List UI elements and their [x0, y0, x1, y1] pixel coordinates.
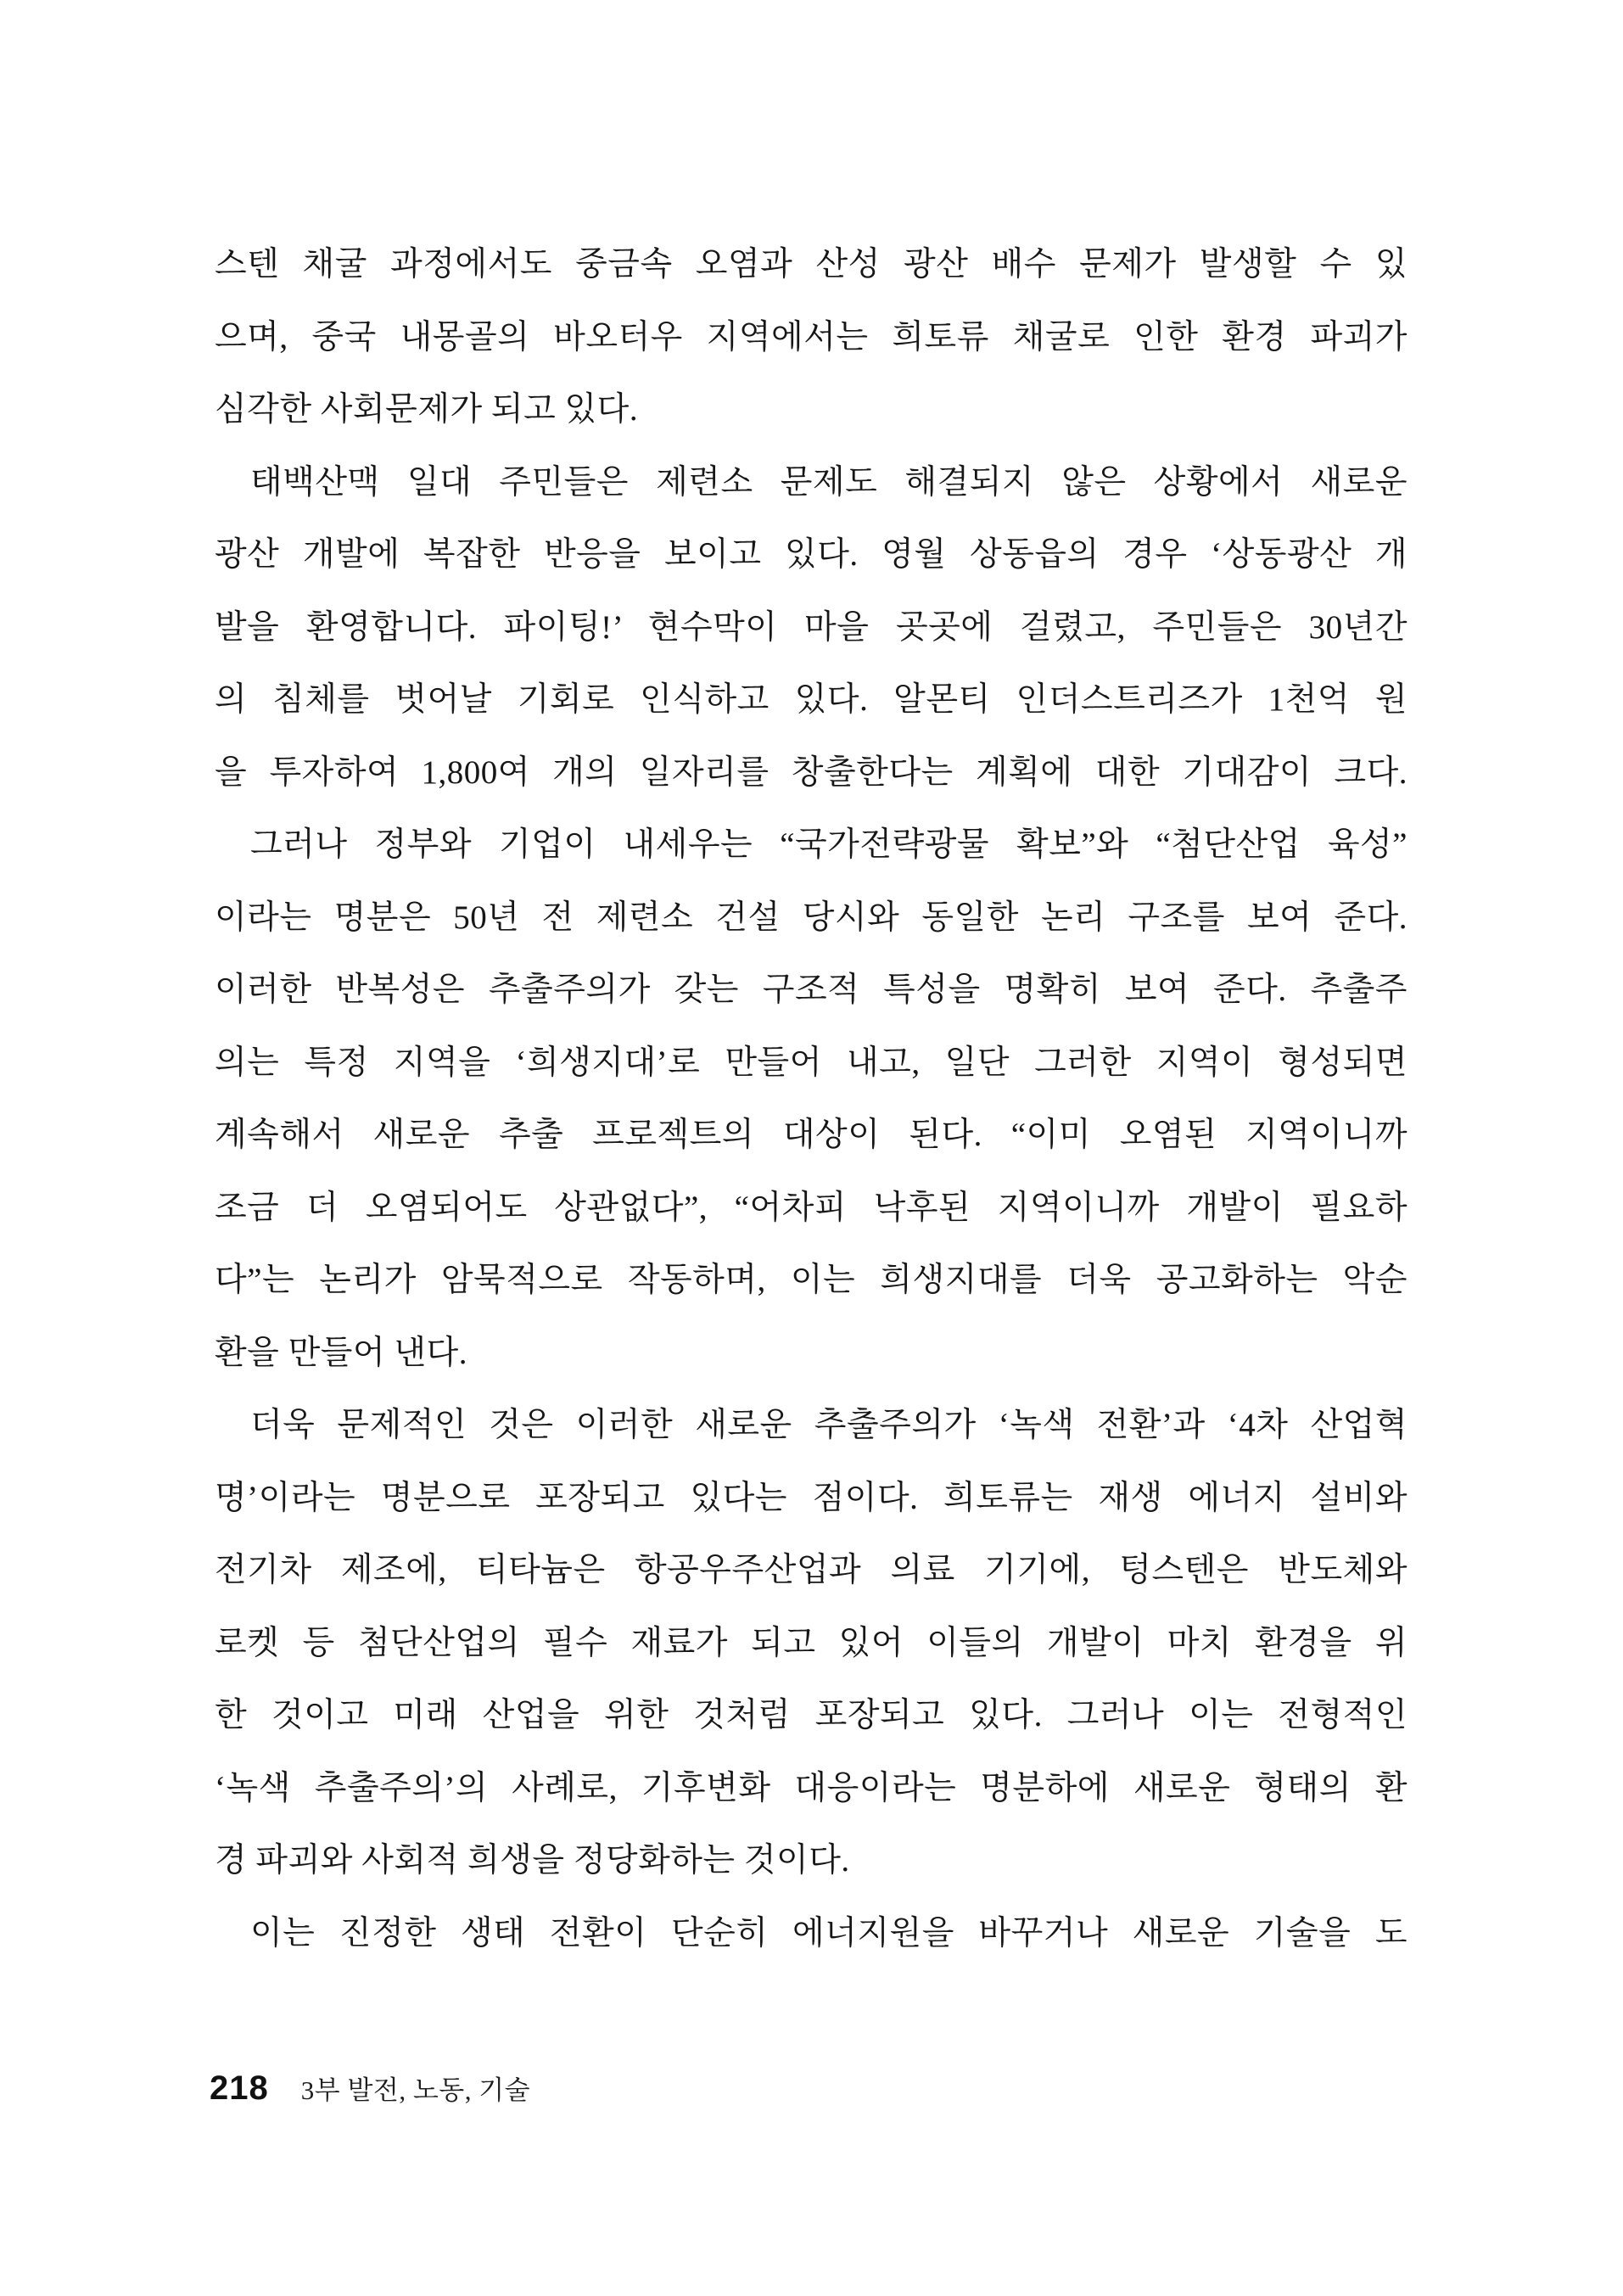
paragraph — [215, 228, 1408, 446]
text-line: 태백산맥 일대 주민들은 제련소 문제도 해결되지 않은 상황에서 새로운 — [250, 463, 1408, 501]
text-line: 경 파괴와 사회적 희생을 정당화하는 것이다. — [215, 1842, 850, 1879]
text-line: 이러한 반복성은 추출주의가 갖는 구조적 특성을 명확히 보여 준다. 추출주 — [215, 972, 1408, 1008]
text-line: 그러나 정부와 기업이 내세우는 “국가전략광물 확보”와 “첨단산업 육성” — [250, 826, 1408, 863]
paragraph — [215, 1389, 1408, 1897]
paragraph — [215, 1897, 1408, 1970]
text-line: 로켓 등 첨단산업의 필수 재료가 되고 있어 이들의 개발이 마치 환경을 위 — [215, 1624, 1408, 1661]
text-line: 환을 만들어 낸다. — [215, 1334, 467, 1371]
text-line: 이는 진정한 생태 전환이 단순히 에너지원을 바꾸거나 새로운 기술을 도 — [250, 1914, 1408, 1952]
text-line: 이라는 명분은 50년 전 제련소 건설 당시와 동일한 논리 구조를 보여 준다. — [215, 899, 1408, 936]
text-line: 광산 개발에 복잡한 반응을 보이고 있다. 영월 상동읍의 경우 ‘상동광산 개 — [215, 536, 1408, 573]
text-line: 계속해서 새로운 추출 프로젝트의 대상이 된다. “이미 오염된 지역이니까 — [215, 1117, 1408, 1153]
text-line: 조금 더 오염되어도 상관없다”, “어차피 낙후된 지역이니까 개발이 필요하 — [215, 1189, 1408, 1226]
text-line: 을 투자하여 1,800여 개의 일자리를 창출한다는 계획에 대한 기대감이 크다. — [215, 753, 1408, 791]
text-line: 더욱 문제적인 것은 이러한 새로운 추출주의가 ‘녹색 전환’과 ‘4차 산업혁 — [250, 1407, 1408, 1443]
body-text — [215, 228, 1408, 1969]
text-line: 의는 특정 지역을 ‘희생지대’로 만들어 내고, 일단 그러한 지역이 형성되면 — [215, 1044, 1408, 1081]
text-line: 다”는 논리가 암묵적으로 작동하며, 이는 희생지대를 더욱 공고화하는 악순 — [215, 1262, 1408, 1298]
text-line: 한 것이고 미래 산업을 위한 것처럼 포장되고 있다. 그러나 이는 전형적인 — [215, 1697, 1408, 1733]
text-line: 스텐 채굴 과정에서도 중금속 오염과 산성 광산 배수 문제가 발생할 수 있 — [215, 246, 1408, 283]
page-footer — [210, 2069, 530, 2108]
text-line: 으며, 중국 내몽골의 바오터우 지역에서는 희토류 채굴로 인한 환경 파괴가 — [215, 318, 1408, 356]
text-line: 발을 환영합니다. 파이팅!’ 현수막이 마을 곳곳에 걸렸고, 주민들은 30년간 — [215, 608, 1408, 646]
paragraph — [215, 809, 1408, 1389]
text-line: 명’이라는 명분으로 포장되고 있다는 점이다. 희토류는 재생 에너지 설비와 — [215, 1479, 1408, 1516]
text-line: 심각한 사회문제가 되고 있다. — [215, 391, 639, 428]
page-number: 218 — [210, 2069, 269, 2107]
paragraph — [215, 446, 1408, 809]
text-line: 의 침체를 벗어날 기회로 인식하고 있다. 알몬티 인더스트리즈가 1천억 원 — [215, 681, 1408, 718]
text-line: 전기차 제조에, 티타늄은 항공우주산업과 의료 기기에, 텅스텐은 반도체와 — [215, 1552, 1408, 1588]
text-line: ‘녹색 추출주의’의 사례로, 기후변화 대응이라는 명분하에 새로운 형태의 환 — [215, 1769, 1408, 1806]
section-title: 3부 발전, 노동, 기술 — [300, 2075, 531, 2105]
